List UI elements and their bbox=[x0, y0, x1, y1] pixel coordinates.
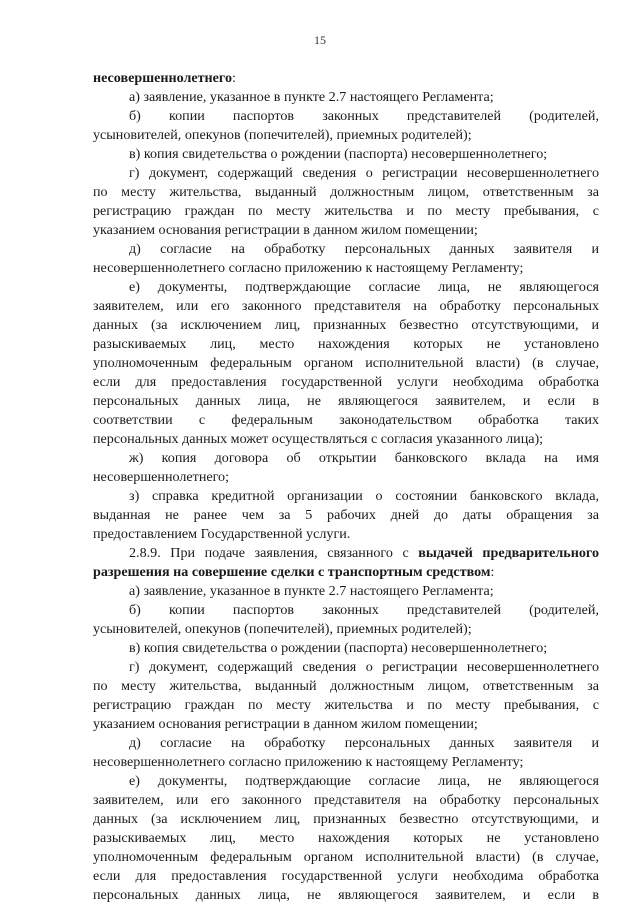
text-line bbox=[93, 849, 599, 866]
line-text: если для предоставления государственной услуги необходима обработка bbox=[93, 374, 599, 390]
text-line bbox=[93, 184, 599, 201]
line-text: в) копия свидетельства о рождении (паспорта) несовершеннолетнего; bbox=[129, 146, 548, 162]
bold-text: разрешения на совершение сделки с транспортным средством bbox=[93, 564, 491, 580]
line-text: усыновителей, опекунов (попечителей), приемных родителей); bbox=[93, 621, 472, 637]
text-line bbox=[93, 127, 599, 144]
line-text: указанием основания регистрации в данном жилом помещении; bbox=[93, 222, 478, 238]
text-line bbox=[129, 89, 599, 106]
text-line bbox=[93, 678, 599, 695]
text-line bbox=[129, 108, 599, 125]
text-line bbox=[93, 564, 599, 581]
text-line bbox=[129, 279, 599, 296]
text-line bbox=[129, 241, 599, 258]
text-line bbox=[129, 450, 599, 467]
page-number: 15 bbox=[314, 33, 326, 47]
line-text: а) заявление, указанное в пункте 2.7 настоящего Регламента; bbox=[129, 583, 494, 599]
line-text: разыскиваемых лиц, место нахождения которых не установлено bbox=[93, 830, 599, 846]
line-text: несовершеннолетнего; bbox=[93, 469, 230, 485]
text-line bbox=[93, 868, 599, 885]
text-line bbox=[93, 507, 599, 524]
line-text: по месту жительства, выданный должностным лицом, ответственным за bbox=[93, 184, 599, 200]
line-text: е) документы, подтверждающие согласие лица, не являющегося bbox=[129, 773, 599, 789]
line-text: разыскиваемых лиц, место нахождения которых не установлено bbox=[93, 336, 599, 352]
line-text: соответствии с федеральным законодательством обработка таких bbox=[93, 412, 599, 428]
text-line bbox=[93, 260, 599, 277]
line-text: данных (за исключением лиц, признанных безвестно отсутствующими, и bbox=[93, 811, 599, 827]
text-line bbox=[93, 393, 599, 410]
text-line bbox=[93, 298, 599, 315]
line-text: г) документ, содержащий сведения о регистрации несовершеннолетнего bbox=[129, 659, 599, 675]
text-line bbox=[93, 887, 599, 904]
line-text: д) согласие на обработку персональных данных заявителя и bbox=[129, 241, 599, 257]
text-line bbox=[129, 583, 599, 600]
line-text: персональных данных лица, не являющегося заявителем, и если в bbox=[93, 393, 599, 409]
bold-text: выдачей предварительного bbox=[418, 545, 599, 561]
line-suffix: : bbox=[490, 564, 495, 580]
line-text: несовершеннолетнего согласно приложению к настоящему Регламенту; bbox=[93, 754, 524, 770]
line-text: данных (за исключением лиц, признанных безвестно отсутствующими, и bbox=[93, 317, 599, 333]
text-line bbox=[93, 374, 599, 391]
text-line bbox=[129, 146, 599, 163]
line-text: персональных данных лица, не являющегося заявителем, и если в bbox=[93, 887, 599, 903]
line-text: несовершеннолетнего согласно приложению к настоящему Регламенту; bbox=[93, 260, 524, 276]
line-text: если для предоставления государственной услуги необходима обработка bbox=[93, 868, 599, 884]
text-line bbox=[129, 640, 599, 657]
text-line bbox=[93, 754, 599, 771]
line-text: е) документы, подтверждающие согласие лица, не являющегося bbox=[129, 279, 599, 295]
line-text: в) копия свидетельства о рождении (паспорта) несовершеннолетнего; bbox=[129, 640, 548, 656]
text-line bbox=[93, 70, 599, 87]
line-text: з) справка кредитной организации о состоянии банковского вклада, bbox=[129, 488, 599, 504]
text-line bbox=[93, 792, 599, 809]
line-text: персональных данных может осуществляться с согласия указанного лица); bbox=[93, 431, 544, 447]
text-line bbox=[93, 412, 599, 429]
text-line bbox=[93, 830, 599, 847]
text-line bbox=[93, 203, 599, 220]
text-line bbox=[129, 659, 599, 676]
text-line bbox=[93, 317, 599, 334]
bold-text: несовершеннолетнего bbox=[93, 70, 233, 86]
text-line bbox=[129, 773, 599, 790]
text-line bbox=[93, 469, 599, 486]
line-text: указанием основания регистрации в данном жилом помещении; bbox=[93, 716, 478, 732]
text-line bbox=[129, 488, 599, 505]
text-line bbox=[129, 602, 599, 619]
text-line bbox=[93, 431, 599, 448]
line-text: а) заявление, указанное в пункте 2.7 настоящего Регламента; bbox=[129, 89, 494, 105]
line-text: уполномоченным федеральным органом исполнительной власти) (в случае, bbox=[93, 355, 599, 371]
line-text: 2.8.9. При подаче заявления, связанного с bbox=[129, 545, 419, 561]
line-text: предоставлением Государственной услуги. bbox=[93, 526, 351, 542]
text-line bbox=[93, 621, 599, 638]
text-line bbox=[129, 165, 599, 182]
line-text: уполномоченным федеральным органом исполнительной власти) (в случае, bbox=[93, 849, 599, 865]
text-line bbox=[129, 735, 599, 752]
line-text: г) документ, содержащий сведения о регистрации несовершеннолетнего bbox=[129, 165, 599, 181]
line-suffix: : bbox=[232, 70, 236, 86]
line-text: б) копии паспортов законных представителей (родителей, bbox=[129, 108, 599, 124]
line-text: ж) копия договора об открытии банковского вклада на имя bbox=[129, 450, 599, 466]
text-line bbox=[93, 336, 599, 353]
line-text: выданная не ранее чем за 5 рабочих дней до даты обращения за bbox=[93, 507, 599, 523]
line-text: д) согласие на обработку персональных данных заявителя и bbox=[129, 735, 599, 751]
line-text: регистрацию граждан по месту жительства и по месту пребывания, с bbox=[93, 697, 599, 713]
text-line bbox=[93, 716, 599, 733]
text-line bbox=[93, 526, 599, 543]
line-text: б) копии паспортов законных представителей (родителей, bbox=[129, 602, 599, 618]
text-line bbox=[129, 545, 599, 562]
text-line bbox=[93, 222, 599, 239]
line-text: заявителем, или его законного представителя на обработку персональных bbox=[93, 792, 599, 808]
line-text: регистрацию граждан по месту жительства и по месту пребывания, с bbox=[93, 203, 599, 219]
line-text: усыновителей, опекунов (попечителей), приемных родителей); bbox=[93, 127, 472, 143]
line-text: по месту жительства, выданный должностным лицом, ответственным за bbox=[93, 678, 599, 694]
text-line bbox=[93, 697, 599, 714]
line-text: заявителем, или его законного представителя на обработку персональных bbox=[93, 298, 599, 314]
text-line bbox=[93, 355, 599, 372]
text-line bbox=[93, 811, 599, 828]
